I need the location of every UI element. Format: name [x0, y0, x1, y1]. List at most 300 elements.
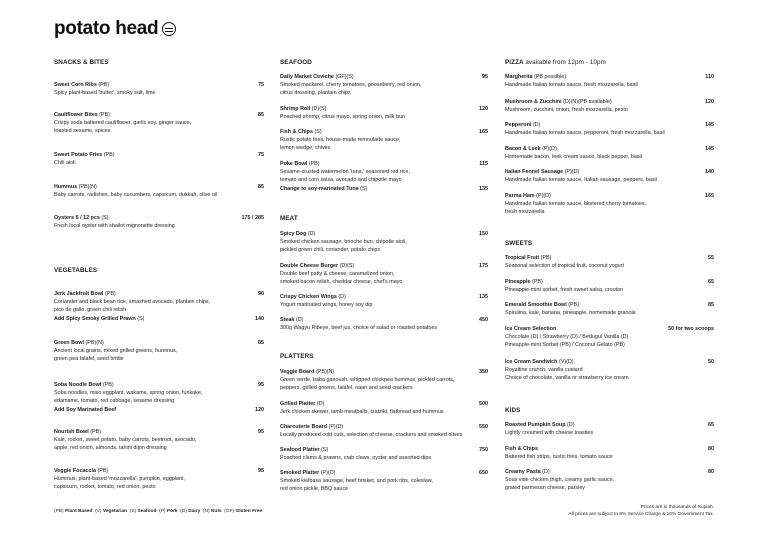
dietary-tag: (PB)	[97, 468, 109, 474]
menu-item-row	[505, 445, 714, 453]
section-note: available from 12pm - 10pm	[525, 59, 606, 66]
menu-item-description: Ancient local grains, mixed grilled greens, hummus,	[54, 348, 178, 355]
menu-item-description: Sesame-crusted watermelon 'tuna,' seasoned red rice,	[280, 169, 411, 176]
menu-item-price: 75	[258, 152, 264, 158]
menu-item	[280, 446, 488, 462]
menu-item	[280, 368, 488, 393]
menu-item-description: citrus dressing, plantain chips	[280, 90, 351, 97]
menu-item-name: Nourish Bowl	[54, 429, 89, 435]
section-heading-platters	[280, 353, 488, 360]
menu-item-name: Veggie Focaccia	[54, 468, 96, 474]
dietary-tag: (P)(D)	[320, 470, 336, 476]
legend-label: Pork	[166, 509, 178, 514]
menu-item-price: 135	[479, 294, 488, 300]
menu-item-heading	[280, 469, 335, 477]
menu-item-row	[505, 325, 714, 333]
legend-entry	[95, 509, 130, 514]
menu-item-heading	[280, 446, 328, 454]
menu-item-name: Roasted Pumpkin Soup	[505, 422, 566, 428]
menu-item	[505, 254, 714, 270]
menu-item-heading	[505, 358, 574, 366]
menu-item	[280, 469, 488, 494]
addon-heading	[54, 406, 116, 414]
menu-item-name: Oysters 6 / 12 pcs	[54, 215, 100, 221]
menu-item-description: Fresh local oyster with shallot mignonette dressing	[54, 223, 175, 230]
dietary-tag: (P)(D)	[536, 193, 551, 199]
menu-item-row	[505, 358, 714, 366]
menu-item	[280, 128, 488, 153]
menu-item-price: 55	[708, 255, 714, 261]
menu-item-description: smoked bacon relish, cheddar cheese, chef's mayo	[280, 279, 403, 286]
dietary-tag: (P)(D)	[564, 169, 580, 175]
legend-code: (V)	[95, 509, 102, 514]
menu-item-row	[280, 73, 488, 81]
menu-item	[505, 168, 714, 184]
dietary-tag: (PB)(N)	[85, 340, 104, 346]
menu-item-name: Creamy Pasta	[505, 469, 541, 475]
price-footnote	[569, 504, 715, 518]
menu-item-name: Ice Cream Sandwich	[505, 359, 558, 365]
section-heading-kids	[505, 407, 714, 414]
menu-item-description: Soba noodles, miso eggplant, wakame, spring onion, furikake,	[54, 390, 203, 397]
dietary-tag: (S)	[101, 215, 109, 221]
addon-row	[54, 315, 264, 323]
menu-item	[54, 183, 264, 199]
menu-item-row	[280, 400, 488, 408]
menu-column-right	[505, 0, 714, 543]
footnote-line-tax: All prices are subject to 8% Service Charge & 10% Government Tax.	[568, 512, 714, 517]
dietary-tag: (PB)	[99, 112, 111, 118]
menu-item-heading	[505, 325, 556, 333]
menu-item-price: 120	[479, 106, 488, 112]
menu-item-description: grated parmesan cheese, parsley	[505, 485, 586, 492]
menu-item-row	[280, 293, 488, 301]
section-title: PIZZA	[505, 59, 524, 66]
legend-code: (PB)	[54, 509, 64, 514]
menu-item-description: Handmade Italian tomato sauce, blistered cherry tomatoes,	[505, 201, 647, 208]
dietary-tag: (P)(D)	[542, 146, 557, 152]
legend-label: Gluten Free	[235, 509, 263, 514]
dietary-tag: (PB possible)	[534, 74, 567, 80]
dietary-tag: (D)	[532, 122, 541, 128]
menu-item-description: Hummus, plant-based 'mozzarella', pumpkin, eggplant,	[54, 476, 185, 483]
menu-item	[505, 121, 714, 137]
menu-item	[505, 468, 714, 493]
menu-item-heading	[54, 428, 101, 436]
menu-item-heading	[280, 230, 315, 238]
menu-item-name: Fish & Chips	[280, 129, 313, 135]
menu-item-heading	[54, 381, 114, 389]
menu-item-heading	[280, 400, 324, 408]
menu-item-row	[280, 160, 488, 168]
menu-item-heading	[280, 316, 303, 324]
menu-item-heading	[280, 368, 334, 376]
menu-item-heading	[505, 145, 557, 153]
menu-item-description: Handmade Italian tomato sauce, Italian sausage, peppers, basil	[505, 177, 657, 184]
legend-label: Dairy	[188, 509, 201, 514]
menu-item-row	[505, 421, 714, 429]
menu-item-heading	[505, 168, 579, 176]
menu-item-description: toasted sesame, spices	[54, 128, 111, 135]
legend-entry	[180, 509, 203, 514]
menu-item-name: Fish & Chips	[505, 446, 538, 452]
menu-item-heading	[54, 111, 110, 119]
menu-item-description: Green verde, baba ganoush, whipped chickpea hummus, pickled carrots,	[280, 377, 455, 384]
legend-entry	[203, 509, 224, 514]
menu-item-price: 650	[479, 470, 488, 476]
menu-item-row	[505, 73, 714, 81]
menu-item-price: 550	[479, 424, 488, 430]
menu-item-price: 65	[708, 422, 714, 428]
menu-item-price: 110	[705, 74, 714, 80]
menu-item-row	[505, 98, 714, 106]
legend-entry	[159, 509, 180, 514]
section-heading-vegetables	[54, 267, 264, 274]
menu-item-price: 80	[708, 446, 714, 452]
section-title: SWEETS	[505, 240, 533, 247]
dietary-tag: (D)(S)	[311, 106, 327, 112]
menu-item-name: Hummus	[54, 184, 78, 190]
menu-item-name: Smoked Platter	[280, 470, 320, 476]
menu-item-heading	[505, 98, 612, 106]
menu-item-heading	[54, 467, 108, 475]
footnote-line-currency: Prices are in thousands of Rupiah.	[640, 505, 714, 510]
menu-item-description: Crispy soda battered cauliflower, garlic soy, ginger sauce,	[54, 120, 192, 127]
menu-item-name: Grilled Platter	[280, 401, 316, 407]
menu-item-row	[280, 105, 488, 113]
menu-item-name: Italian Fennel Sausage	[505, 169, 564, 175]
addon-name: Add Soy Marinated Beef	[54, 406, 117, 413]
menu-item-description: Homemade bacon, leek cream sauce, black pepper, basil	[505, 154, 642, 161]
dietary-tag: (P)(D)	[328, 424, 344, 430]
menu-item	[280, 230, 488, 255]
menu-item-description: Battered fish strips, rustic fries, tomato sauce	[505, 454, 613, 461]
section-heading-meat	[280, 215, 488, 222]
legend-entry	[224, 509, 262, 514]
menu-item-description: apple, red onion, almonds, tahini dijon dressing	[54, 445, 167, 452]
menu-item-row	[505, 145, 714, 153]
menu-item-name: Steak	[280, 317, 295, 323]
legend-code: (D)	[180, 509, 187, 514]
menu-item	[54, 151, 264, 167]
menu-item-row	[54, 467, 264, 475]
menu-item-description: Spicy plant-based 'butter', smoky salt, lime	[54, 90, 156, 97]
menu-item-description: lemon wedge, chives	[280, 145, 331, 152]
menu-item-price: 145	[705, 122, 714, 128]
addon-heading	[280, 185, 367, 193]
menu-item-row	[505, 121, 714, 129]
dietary-tag: (D)	[542, 469, 550, 475]
menu-item-row	[280, 262, 488, 270]
dietary-tag: (PB)	[102, 382, 114, 388]
menu-item	[280, 262, 488, 287]
menu-item-row	[54, 151, 264, 159]
menu-item	[280, 316, 488, 332]
menu-item-name: Charcuterie Board	[280, 424, 328, 430]
menu-item-price: 120	[705, 99, 714, 105]
dietary-tag: (S)	[314, 129, 322, 135]
dietary-tag: (PB)	[540, 255, 552, 261]
menu-item-price: 85	[258, 340, 264, 346]
menu-item-heading	[505, 121, 540, 129]
menu-item-row	[280, 368, 488, 376]
menu-item-heading	[280, 160, 320, 168]
menu-item-description: Handmade Italian tomato sauce, pepperoni, fresh mozzarella, basil	[505, 130, 665, 137]
dietary-tag: (D)	[316, 401, 325, 407]
menu-item-heading	[54, 339, 104, 347]
menu-item-price: 65	[708, 279, 714, 285]
legend-code: (GF)	[224, 509, 235, 514]
section-title: KIDS	[505, 407, 521, 414]
menu-item-description: 300g Wagyu Ribeye, beef jus, choice of salad or roasted potatoes	[280, 325, 438, 332]
menu-item-price: 85	[258, 112, 264, 118]
dietary-tag: (PB)	[90, 429, 102, 435]
menu-item-description: Poached clams & prawns, crab claws, oyster and assorted dips	[280, 455, 432, 462]
menu-item-description: green pea falafel, seed brittle	[54, 356, 124, 363]
menu-item-row	[54, 214, 264, 222]
menu-item	[280, 423, 488, 439]
menu-item-description: Double beef patty & cheese, caramelized onion,	[280, 271, 395, 278]
menu-item-description: Lightly creamed with cheese toasties	[505, 430, 594, 437]
menu-item	[505, 301, 714, 317]
menu-item	[505, 358, 714, 383]
addon-row	[54, 406, 264, 414]
menu-item-heading	[280, 423, 343, 431]
menu-item-price: 175	[479, 263, 488, 269]
menu-item-price: 165	[479, 129, 488, 135]
menu-item-heading	[505, 192, 551, 200]
menu-item	[280, 73, 488, 98]
legend-label: Nuts	[210, 509, 222, 514]
menu-item-description: Handmade Italian tomato sauce, fresh mozzarella, basil	[505, 82, 638, 89]
dietary-tag: (PB)	[104, 291, 116, 297]
menu-item-description: Pineapple-mint Sorbet (PB) / Coconut Gelato (PB)	[505, 342, 625, 349]
menu-item-name: Cauliflower Bites	[54, 112, 98, 118]
menu-item-heading	[505, 445, 538, 453]
legend-label: Plant Based	[64, 509, 93, 514]
legend-code: (N)	[202, 509, 210, 514]
menu-item-row	[54, 381, 264, 389]
menu-item-row	[280, 446, 488, 454]
menu-item-price: 50 for two scoops	[668, 326, 714, 332]
dietary-tag: (S)	[137, 315, 145, 322]
section-heading-snacks	[54, 59, 264, 66]
addon-heading	[54, 315, 144, 323]
menu-item-description: Coriander and black bean rice, smashed avocado, plantain chips,	[54, 299, 211, 306]
menu-item	[505, 98, 714, 114]
menu-item-row	[280, 230, 488, 238]
menu-item-price: 50	[708, 359, 714, 365]
dietary-tag: (V)(D)	[558, 359, 574, 365]
menu-item-heading	[505, 301, 579, 309]
menu-item-price: 90	[258, 291, 264, 297]
menu-item	[54, 111, 264, 136]
dietary-tag: (S)	[360, 185, 368, 192]
section-heading-sweets	[505, 240, 714, 247]
menu-item-row	[280, 128, 488, 136]
dietary-tag: (D)	[307, 231, 316, 237]
section-title: VEGETABLES	[54, 267, 98, 274]
menu-item-name: Crispy Chicken Wings	[280, 294, 337, 300]
menu-item-name: Veggie Board	[280, 369, 315, 375]
menu-item	[505, 325, 714, 350]
menu-item-name: Spicy Dog	[280, 231, 307, 237]
menu-item-price: 80	[708, 469, 714, 475]
menu-item-row	[280, 316, 488, 324]
menu-item	[54, 381, 264, 414]
menu-item-description: Sous vide chicken thigh, creamy garlic sauce,	[505, 477, 615, 484]
menu-item-row	[280, 469, 488, 477]
menu-item-name: Daily Market Ceviche	[280, 74, 334, 80]
menu-item-name: Pepperoni	[505, 122, 532, 128]
section-title: SNACKS & BITES	[54, 59, 109, 66]
menu-item-description: Locally produced cold cuts, selection of cheese, crackers and smoked olives	[280, 432, 463, 439]
menu-item-name: Margherita	[505, 74, 533, 80]
menu-item	[54, 214, 264, 230]
brand-name: potato head	[54, 18, 159, 39]
menu-item-price: 500	[479, 401, 488, 407]
menu-item-name: Sweet Corn Ribs	[54, 82, 97, 88]
menu-item-price: 85	[708, 302, 714, 308]
legend-code: (S)	[129, 509, 137, 514]
menu-item	[505, 445, 714, 461]
menu-item-name: Mushroom & Zucchini	[505, 99, 562, 105]
menu-column-left	[54, 0, 264, 543]
menu-item-row	[505, 192, 714, 200]
menu-item	[54, 467, 264, 492]
menu-item-name: Bacon & Leek	[505, 146, 541, 152]
menu-item	[505, 192, 714, 217]
menu-item	[280, 105, 488, 121]
menu-item-description: Chocolate (D) / Strawberry (D) / Bedugul Vanilla (D)	[505, 334, 629, 341]
menu-item-row	[505, 301, 714, 309]
menu-item-description: Jerk chicken skewer, lamb meatballs, tzatziki, flatbread and hummus	[280, 409, 444, 416]
dietary-tag: (D)	[338, 294, 346, 300]
menu-item-row	[505, 168, 714, 176]
menu-column-middle	[280, 0, 488, 543]
addon-name: Add Spicy Smoky Grilled Prawn	[54, 315, 136, 322]
menu-item-heading	[505, 421, 574, 429]
dietary-tag: (PB)	[98, 82, 110, 88]
menu-item-description: peppers, grilled greens, falafel, naan and seed crackers	[280, 385, 413, 392]
menu-item-row	[54, 81, 264, 89]
menu-item-name: Double Cheese Burger	[280, 263, 339, 269]
menu-item-heading	[505, 468, 550, 476]
menu-item-name: Tropical Fruit	[505, 255, 540, 261]
menu-item-heading	[280, 262, 354, 270]
menu-item-price: 75	[258, 82, 264, 88]
menu-item	[505, 73, 714, 89]
section-title: PLATTERS	[280, 353, 314, 360]
legend-label: Seafood	[137, 509, 157, 514]
dietary-tag: (GF)(S)	[335, 74, 354, 80]
menu-item-price: 350	[479, 369, 488, 375]
dietary-legend	[54, 509, 262, 514]
dietary-tag: (D)	[567, 422, 575, 428]
menu-item-name: Green Bowl	[54, 340, 84, 346]
menu-item-price: 85	[258, 184, 264, 190]
addon-price: 140	[255, 315, 264, 322]
menu-item-description: Spirulina, kale, banana, pineapple, homemade granola	[505, 310, 636, 317]
menu-item-row	[54, 339, 264, 347]
menu-item-name: Parma Ham	[505, 193, 535, 199]
menu-item-heading	[54, 183, 97, 191]
menu-item-name: Pineapple	[505, 279, 531, 285]
menu-item-heading	[280, 73, 354, 81]
menu-item-price: 150	[479, 231, 488, 237]
menu-item-description: Yogurt marinated wings, honey soy dip	[280, 302, 373, 309]
legend-entry	[54, 509, 95, 514]
menu-item-heading	[280, 128, 322, 136]
addon-price: 135	[479, 185, 488, 192]
menu-item-name: Soba Noodle Bowl	[54, 382, 102, 388]
menu-item-heading	[505, 73, 566, 81]
menu-item-description: fresh mozzarella	[505, 209, 545, 216]
menu-item-heading	[54, 290, 116, 298]
menu-item-price: 450	[479, 317, 488, 323]
menu-item	[54, 81, 264, 97]
menu-item-heading	[505, 254, 551, 262]
menu-item-price: 95	[258, 429, 264, 435]
menu-item-name: Shrimp Roll	[280, 106, 311, 112]
dietary-tag: (S)	[321, 447, 329, 453]
menu-item-description: edamame, tomato, red cabbage, sesame dressing	[54, 398, 175, 405]
menu-item-description: Mushroom, zucchini, onion, fresh mozzarella, pesto	[505, 107, 628, 114]
menu-item-price: 175 / 285	[241, 215, 264, 221]
menu-item	[54, 290, 264, 323]
addon-price: 120	[255, 406, 264, 413]
menu-item-row	[505, 278, 714, 286]
menu-item-description: Royaltine crunch, vanilla custard	[505, 367, 583, 374]
menu-item-description: Chili aioli	[54, 160, 76, 167]
section-heading-pizza	[505, 59, 714, 66]
addon-row	[280, 185, 488, 193]
dietary-tag: (PB)	[531, 279, 543, 285]
menu-item-row	[280, 423, 488, 431]
menu-item-row	[54, 290, 264, 298]
menu-item-description: Baby carrots, radishes, baby cucumbers, capsicum, dukkah, olive oil	[54, 192, 218, 199]
menu-item-row	[505, 254, 714, 262]
menu-item-description: Smoked chicken sausage, brioche bun, chipotle aioli,	[280, 239, 407, 246]
dietary-tag: (PB)	[103, 152, 115, 158]
menu-item	[505, 145, 714, 161]
menu-item-heading	[280, 293, 346, 301]
menu-item	[280, 400, 488, 416]
menu-item-price: 140	[705, 169, 714, 175]
menu-item-price: 750	[479, 447, 488, 453]
legend-entry	[130, 509, 159, 514]
menu-item-description: pickled green chili, coriander, potato chips	[280, 247, 381, 254]
menu-item-description: Rustic potato fries, house-made remoulade sauce,	[280, 137, 401, 144]
section-heading-seafood	[280, 59, 488, 66]
menu-item-row	[54, 111, 264, 119]
menu-item-heading	[54, 151, 115, 159]
menu-item-description: Seasonal selection of tropical fruit, coconut yogurt	[505, 263, 624, 270]
menu-item-heading	[54, 81, 109, 89]
dietary-tag: (PB)	[568, 302, 579, 308]
menu-item-description: Kale, rocket, sweet potato, baby carrots, beetroot, avocado,	[54, 437, 197, 444]
menu-item-name: Emerald Smoothie Bowl	[505, 302, 567, 308]
dietary-tag: (D)(N)(PB available)	[563, 99, 612, 105]
menu-item-heading	[54, 214, 109, 222]
menu-item-price: 145	[705, 146, 714, 152]
menu-item-description: Poached shrimp, citrus mayo, spring onion, milk bun	[280, 114, 405, 121]
menu-item	[54, 339, 264, 364]
menu-item	[505, 278, 714, 294]
menu-item-row	[54, 428, 264, 436]
menu-item-name: Jerk Jackfruit Bowl	[54, 291, 104, 297]
menu-item-description: pico de gallo, green chili relish	[54, 307, 127, 314]
